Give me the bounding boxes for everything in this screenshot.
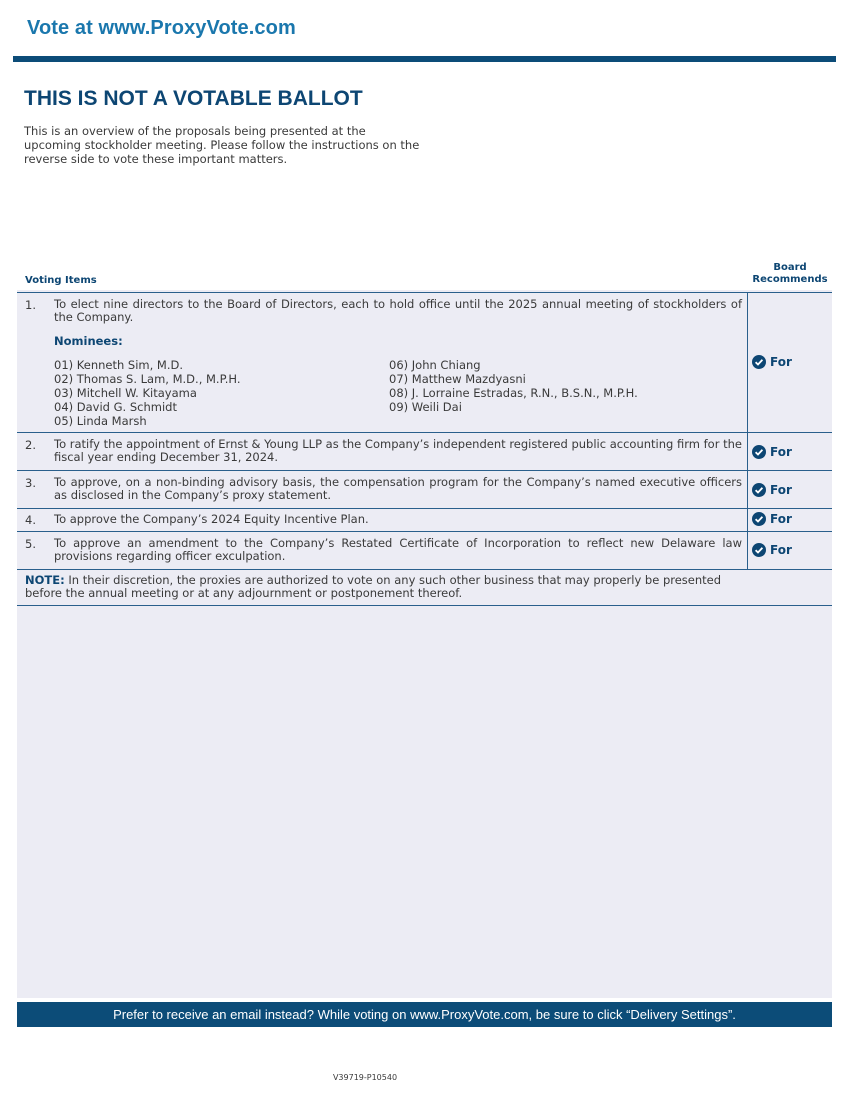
proposal-text: To ratify the appointment of Ernst & Young LLP as the Company’s independent registered public accounting firm for the fiscal year ending December 31, 2024. [54, 437, 742, 464]
proposal-row-5 [17, 531, 832, 569]
proposal-row-2 [17, 432, 832, 470]
proposal-text: To elect nine directors to the Board of Directors, each to hold office until the 2025 annual meeting of stockholders of the Company. [54, 297, 742, 324]
nominee: 01) Kenneth Sim, M.D. [54, 358, 184, 372]
proposal-number: 5. [25, 537, 36, 551]
proposal-text: To approve an amendment to the Company’s Restated Certificate of Incorporation to reflect new Delaware law provisions regarding officer exculpation. [54, 536, 742, 563]
voting-items-header: Voting Items [25, 275, 97, 286]
note-row [17, 569, 832, 606]
nominees-list-left [54, 358, 240, 428]
nominees-list-right [389, 358, 638, 414]
recommendation-label: For [770, 355, 792, 369]
nominees-label: Nominees: [54, 334, 123, 348]
page-title: THIS IS NOT A VOTABLE BALLOT [24, 87, 363, 110]
note-body: In their discretion, the proxies are authorized to vote on any such other business that may properly be presented before the annual meeting or at any adjournment or postponement thereof. [25, 573, 722, 600]
recommendation [752, 483, 792, 497]
document-code: V39719-P10540 [332, 1073, 398, 1082]
nominee: 07) Matthew Mazdyasni [389, 372, 526, 386]
recommendation [752, 543, 792, 557]
proposal-row-1 [17, 292, 832, 432]
recommendation-label: For [770, 445, 792, 459]
nominee: 05) Linda Marsh [54, 414, 147, 428]
proposal-text: To approve, on a non-binding advisory basis, the compensation program for the Company’s named executive officers as disclosed in the Company’s proxy statement. [54, 475, 742, 502]
check-circle-icon [752, 512, 766, 526]
board-header-line2: Recommends [752, 274, 828, 285]
recommendation [752, 512, 792, 526]
nominee: 02) Thomas S. Lam, M.D., M.P.H. [54, 372, 241, 386]
email-delivery-banner [17, 1002, 832, 1027]
nominee: 09) Weili Dai [389, 400, 462, 414]
proposal-row-3 [17, 470, 832, 508]
check-circle-icon [752, 445, 766, 459]
note-label: NOTE: [25, 573, 65, 587]
recommendation-label: For [770, 483, 792, 497]
note-text [25, 574, 745, 600]
column-divider [747, 471, 748, 508]
board-header-line1: Board [773, 262, 807, 273]
nominee: 03) Mitchell W. Kitayama [54, 386, 197, 400]
column-divider [747, 509, 748, 531]
column-divider [747, 433, 748, 470]
header-rule [13, 56, 836, 62]
proposal-number: 4. [25, 513, 36, 527]
proposal-text: To approve the Company’s 2024 Equity Incentive Plan. [54, 512, 369, 526]
recommendation [752, 355, 792, 369]
proposal-number: 1. [25, 298, 36, 312]
recommendation-label: For [770, 512, 792, 526]
check-circle-icon [752, 483, 766, 497]
check-circle-icon [752, 355, 766, 369]
nominee: 06) John Chiang [389, 358, 481, 372]
nominee: 04) David G. Schmidt [54, 400, 177, 414]
nominee: 08) J. Lorraine Estradas, R.N., B.S.N., M.P.H. [389, 386, 638, 400]
column-divider [747, 532, 748, 569]
vote-link-title: Vote at www.ProxyVote.com [27, 17, 296, 39]
email-delivery-text: Prefer to receive an email instead? While voting on www.ProxyVote.com, be sure to click “Delivery Settings”. [113, 1007, 736, 1022]
column-divider [747, 293, 748, 432]
proposal-number: 2. [25, 438, 36, 452]
board-recommends-header [748, 262, 832, 286]
intro-paragraph: This is an overview of the proposals being presented at the upcoming stockholder meeting. Please follow the instructions on the reverse side to vote these important matters. [24, 124, 420, 166]
table-bottom-rule [17, 605, 832, 606]
check-circle-icon [752, 543, 766, 557]
recommendation-label: For [770, 543, 792, 557]
recommendation [752, 445, 792, 459]
proposal-number: 3. [25, 476, 36, 490]
proposal-row-4 [17, 508, 832, 531]
